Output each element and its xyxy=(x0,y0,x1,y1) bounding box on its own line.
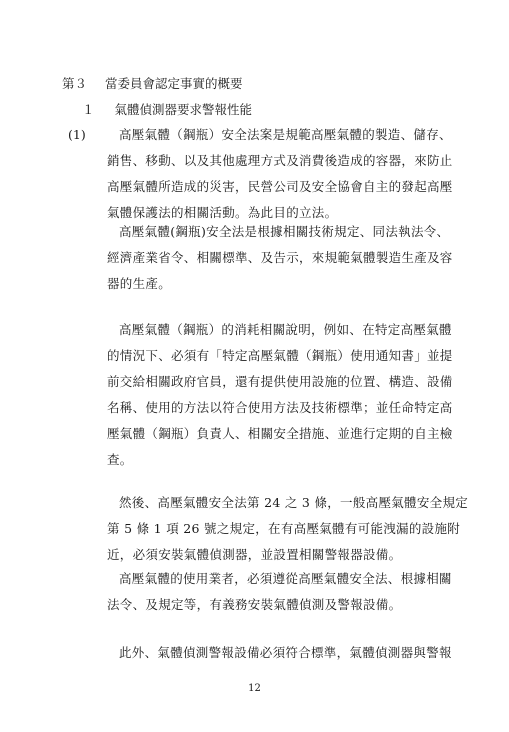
text-line: 第 5 條 1 項 26 號之規定，在有高壓氣體有可能洩漏的設施附 xyxy=(107,521,461,536)
subsection-heading xyxy=(82,102,252,118)
subsection-title: 氣體偵測器要求警報性能 xyxy=(114,102,252,117)
subsection-number: １ xyxy=(82,102,95,117)
text-line: 高壓氣體（鋼瓶）安全法案是規範高壓氣體的製造、儲存、 xyxy=(119,127,452,142)
section-title: 當委員會認定事實的概要 xyxy=(104,76,243,91)
text-line: 然後、高壓氣體安全法第 24 之 3 條，一般高壓氣體安全規定 xyxy=(119,495,469,510)
text-line: 高壓氣體(鋼瓶)安全法是根據相關技術規定、同法執法令、 xyxy=(119,224,450,239)
text-line: 高壓氣體所造成的災害，民營公司及安全協會自主的發起高壓 xyxy=(107,179,453,194)
text-line: 前交給相關政府官員，還有提供使用設施的位置、構造、設備 xyxy=(107,374,453,389)
paragraph xyxy=(107,566,452,618)
section-heading xyxy=(62,76,243,92)
paragraph xyxy=(107,640,452,666)
item-marker: (1) xyxy=(68,127,86,142)
text-line: 經濟產業省令、相關標準、及告示，來規範氣體製造生產及容 xyxy=(107,250,453,265)
page-number: 12 xyxy=(248,683,261,694)
section-number: 第３ xyxy=(62,76,88,91)
text-line: 高壓氣體（鋼瓶）的消耗相關說明，例如、在特定高壓氣體 xyxy=(119,322,452,337)
text-line: 器的生產。 xyxy=(107,276,172,291)
text-line: 名稱、使用的方法以符合使用方法及技術標準；並任命特定高 xyxy=(107,400,453,415)
text-line: 高壓氣體的使用業者，必須遵從高壓氣體安全法、根據相關 xyxy=(119,571,452,586)
paragraph xyxy=(107,490,469,568)
text-line: 的情況下、必須有「特定高壓氣體（鋼瓶）使用通知書」並提 xyxy=(107,348,453,363)
text-line: 銷售、移動、以及其他處理方式及消費後造成的容器，來防止 xyxy=(107,153,453,168)
text-line: 近，必須安裝氣體偵測器，並設置相關警報器設備。 xyxy=(107,547,402,562)
text-line: 查。 xyxy=(107,452,133,467)
paragraph xyxy=(107,317,453,473)
paragraph xyxy=(107,122,453,226)
text-line: 氣體保護法的相關活動。為此目的立法。 xyxy=(107,205,338,220)
paragraph xyxy=(107,219,453,297)
text-line: 法令、及規定等，有義務安裝氣體偵測及警報設備。 xyxy=(107,597,402,612)
text-line: 此外、氣體偵測警報設備必須符合標準，氣體偵測器與警報 xyxy=(119,645,452,660)
text-line: 壓氣體（鋼瓶）負責人、相關安全措施、並進行定期的自主檢 xyxy=(107,426,453,441)
